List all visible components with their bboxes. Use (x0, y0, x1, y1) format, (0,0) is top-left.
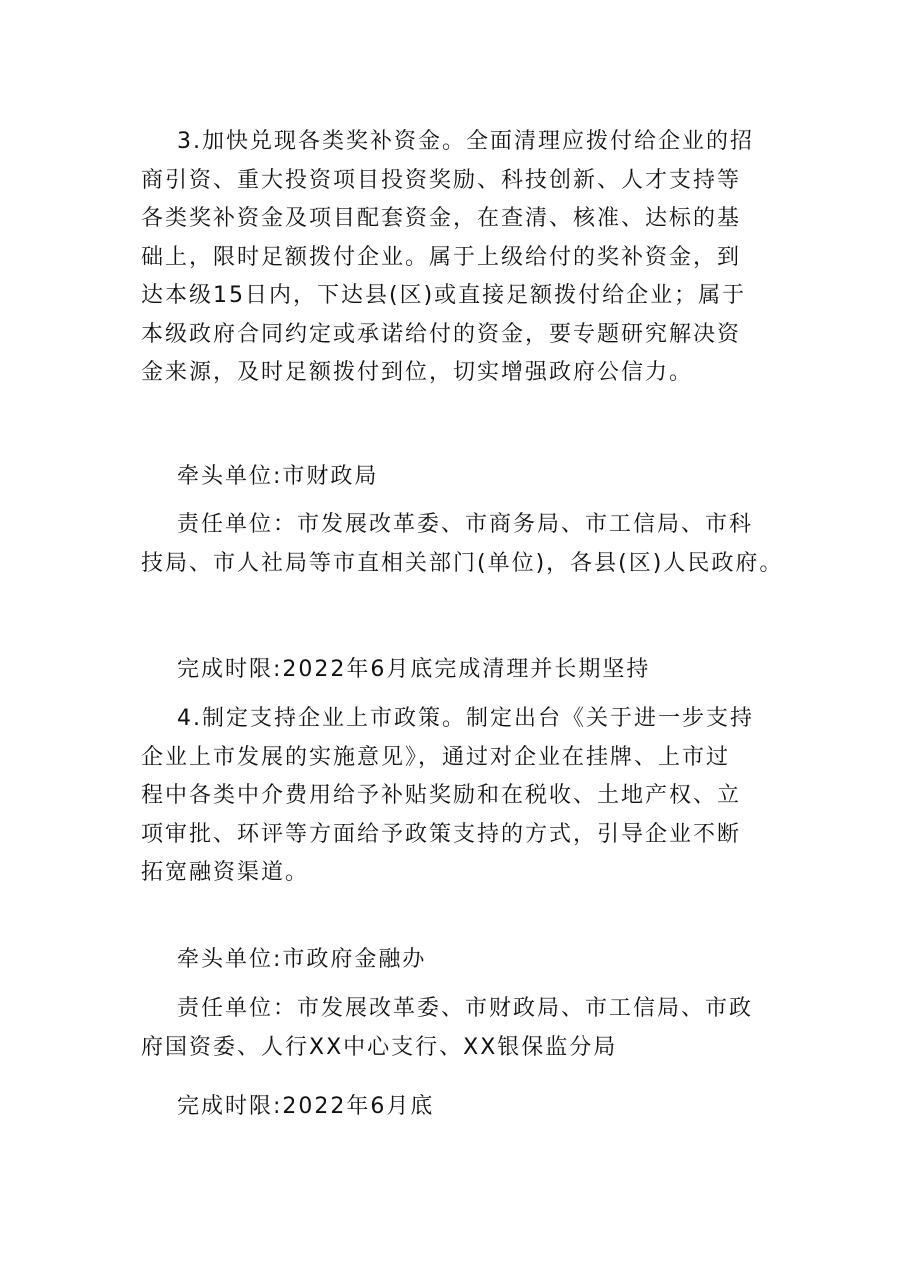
item4-paragraph (141, 700, 781, 893)
item4-line: 4.制定支持企业上市政策。制定出台《关于进一步支持 (177, 706, 754, 731)
item3-responsible-units (141, 506, 784, 583)
item3-line: 各类奖补资金及项目配套资金，在查清、核准、达标的基 (141, 206, 742, 231)
item3-line: 础上，限时足额拨付企业。属于上级给付的奖补资金，到 (141, 244, 742, 270)
item3-line: 3.加快兑现各类奖补资金。全面清理应拨付给企业的招 (177, 129, 754, 154)
item4-line: 程中各类中介费用给予补贴奖励和在税收、土地产权、立 (141, 783, 742, 808)
item3-paragraph (141, 123, 781, 393)
item4-responsible-units (141, 990, 781, 1067)
item4-lead-unit (141, 941, 781, 980)
responsible-line: 责任单位：市发展改革委、市商务局、市工信局、市科 (177, 512, 754, 537)
item3-lead-unit (141, 458, 781, 497)
item4-line: 企业上市发展的实施意见》，通过对企业在挂牌、上市过 (141, 744, 731, 770)
item4-line: 拓宽融资渠道。 (141, 860, 310, 885)
deadline-text: 完成时限:2022年6月底 (177, 1094, 435, 1119)
item3-deadline (141, 651, 781, 690)
item4-deadline (141, 1088, 781, 1127)
item3-line: 金来源，及时足额拨付到位，切实增强政府公信力。 (141, 360, 694, 385)
item3-line: 商引资、重大投资项目投资奖励、科技创新、人才支持等 (141, 167, 742, 193)
responsible-line: 责任单位：市发展改革委、市财政局、市工信局、市政 (177, 996, 754, 1021)
responsible-line: 府国资委、人行XX中心支行、XX银保监分局 (141, 1034, 618, 1060)
lead-unit-text: 牵头单位:市财政局 (177, 464, 379, 489)
item3-line: 本级政府合同约定或承诺给付的资金，要专题研究解决资 (141, 321, 742, 347)
deadline-text: 完成时限:2022年6月底完成清理并长期坚持 (177, 657, 651, 682)
item4-line: 项审批、环评等方面给予政策支持的方式，引导企业不断 (141, 821, 742, 847)
item3-line: 达本级15日内，下达县(区)或直接足额拨付给企业；属于 (141, 283, 747, 308)
lead-unit-text: 牵头单位:市政府金融办 (177, 947, 427, 972)
responsible-line: 技局、市人社局等市直相关部门(单位)，各县(区)人民政府。 (141, 550, 784, 576)
